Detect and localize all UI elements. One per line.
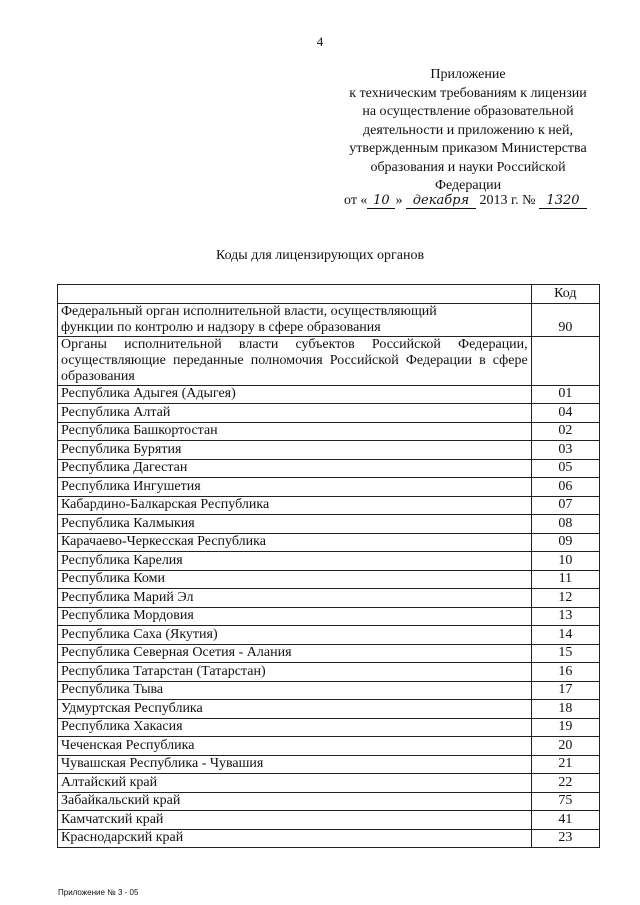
region-code-cell: 05 [531,459,599,478]
region-name-cell: Республика Хакасия [58,718,532,737]
region-code-cell: 22 [531,774,599,793]
federal-row [58,303,600,336]
region-code-cell: 04 [531,404,599,423]
table-row [58,496,600,515]
order-number-handwritten: 1320 [539,193,587,209]
region-name-cell: Республика Тыва [58,681,532,700]
footer-note: Приложение № 3 - 05 [58,888,139,897]
region-name-cell: Кабардино-Балкарская Республика [58,496,532,515]
federal-code-cell: 90 [531,303,599,336]
region-name-cell: Краснодарский край [58,829,532,848]
region-code-cell: 19 [531,718,599,737]
table-row [58,700,600,719]
table-row [58,570,600,589]
region-name-cell: Республика Башкортостан [58,422,532,441]
table-row [58,644,600,663]
appendix-block [318,66,618,196]
table-row [58,552,600,571]
table-row [58,737,600,756]
region-code-cell: 09 [531,533,599,552]
table-row [58,459,600,478]
appendix-line: Федерации [434,178,502,193]
federal-line: Федеральный орган исполнительной власти, осуществляющий [61,303,437,319]
table-row [58,663,600,682]
region-name-cell: Республика Ингушетия [58,478,532,497]
region-name-cell: Республика Калмыкия [58,515,532,534]
region-code-cell: 21 [531,755,599,774]
table-row [58,478,600,497]
region-code-cell: 06 [531,478,599,497]
regional-intro-row [58,336,600,385]
table-row [58,441,600,460]
appendix-line: на осуществление образовательной [362,104,574,119]
order-mid: » [395,193,403,208]
table-row [58,533,600,552]
region-name-cell: Республика Коми [58,570,532,589]
table-header-row [58,285,600,304]
region-code-cell: 12 [531,589,599,608]
table-row [58,811,600,830]
appendix-line: утвержденным приказом Министерства [349,141,587,156]
region-code-cell: 11 [531,570,599,589]
table-row [58,422,600,441]
region-name-cell: Республика Марий Эл [58,589,532,608]
order-month-handwritten: декабря [406,193,476,209]
order-year-text: 2013 г. № [479,193,536,208]
region-name-cell: Камчатский край [58,811,532,830]
table-row [58,589,600,608]
region-code-cell: 15 [531,644,599,663]
region-name-cell: Чеченская Республика [58,737,532,756]
region-name-cell: Республика Бурятия [58,441,532,460]
table-row [58,718,600,737]
region-code-cell: 10 [531,552,599,571]
page-number: 4 [316,34,324,49]
region-name-cell: Республика Алтай [58,404,532,423]
federal-name-cell [58,303,532,336]
table-row [58,404,600,423]
region-name-cell: Республика Мордовия [58,607,532,626]
region-code-cell: 18 [531,700,599,719]
table-row [58,829,600,848]
order-prefix: от « [344,193,368,208]
region-code-cell: 17 [531,681,599,700]
region-code-cell: 13 [531,607,599,626]
federal-line: функции по контролю и надзору в сфере образования [61,319,381,335]
region-code-cell: 14 [531,626,599,645]
table-row [58,774,600,793]
appendix-line: образования и науки Российской [370,159,566,175]
region-code-cell: 07 [531,496,599,515]
table-row [58,515,600,534]
region-name-cell: Республика Северная Осетия - Алания [58,644,532,663]
table-row [58,755,600,774]
region-name-cell: Забайкальский край [58,792,532,811]
region-code-cell: 08 [531,515,599,534]
region-code-cell: 01 [531,385,599,404]
table-row [58,626,600,645]
codes-table [57,284,600,848]
region-code-cell: 03 [531,441,599,460]
table-row [58,792,600,811]
region-name-cell: Республика Дагестан [58,459,532,478]
regional-intro-cell: Органы исполнительной власти субъектов Российской Федерации, осуществляющие переданные полномочия Российской Федерации в сфере образования [58,336,532,385]
header-code-cell: Код [531,285,599,304]
region-code-cell: 41 [531,811,599,830]
region-name-cell: Карачаево-Черкесская Республика [58,533,532,552]
region-name-cell: Республика Адыгея (Адыгея) [58,385,532,404]
region-name-cell: Чувашская Республика - Чувашия [58,755,532,774]
region-code-cell: 20 [531,737,599,756]
appendix-line: к техническим требованиям к лицензии [349,85,587,101]
region-name-cell: Республика Татарстан (Татарстан) [58,663,532,682]
region-code-cell: 75 [531,792,599,811]
region-name-cell: Удмуртская Республика [58,700,532,719]
table-title: Коды для лицензирующих органов [215,248,425,263]
region-name-cell: Республика Саха (Якутия) [58,626,532,645]
order-line [344,193,640,209]
regional-intro-code-cell [531,336,599,385]
appendix-line: Приложение [430,67,506,82]
region-code-cell: 16 [531,663,599,682]
table-row [58,385,600,404]
table-row [58,607,600,626]
appendix-line: деятельности и приложению к ней, [363,122,573,138]
header-name-cell [58,285,532,304]
order-day-handwritten: 10 [367,193,395,209]
region-name-cell: Алтайский край [58,774,532,793]
region-code-cell: 23 [531,829,599,848]
region-name-cell: Республика Карелия [58,552,532,571]
table-row [58,681,600,700]
region-code-cell: 02 [531,422,599,441]
